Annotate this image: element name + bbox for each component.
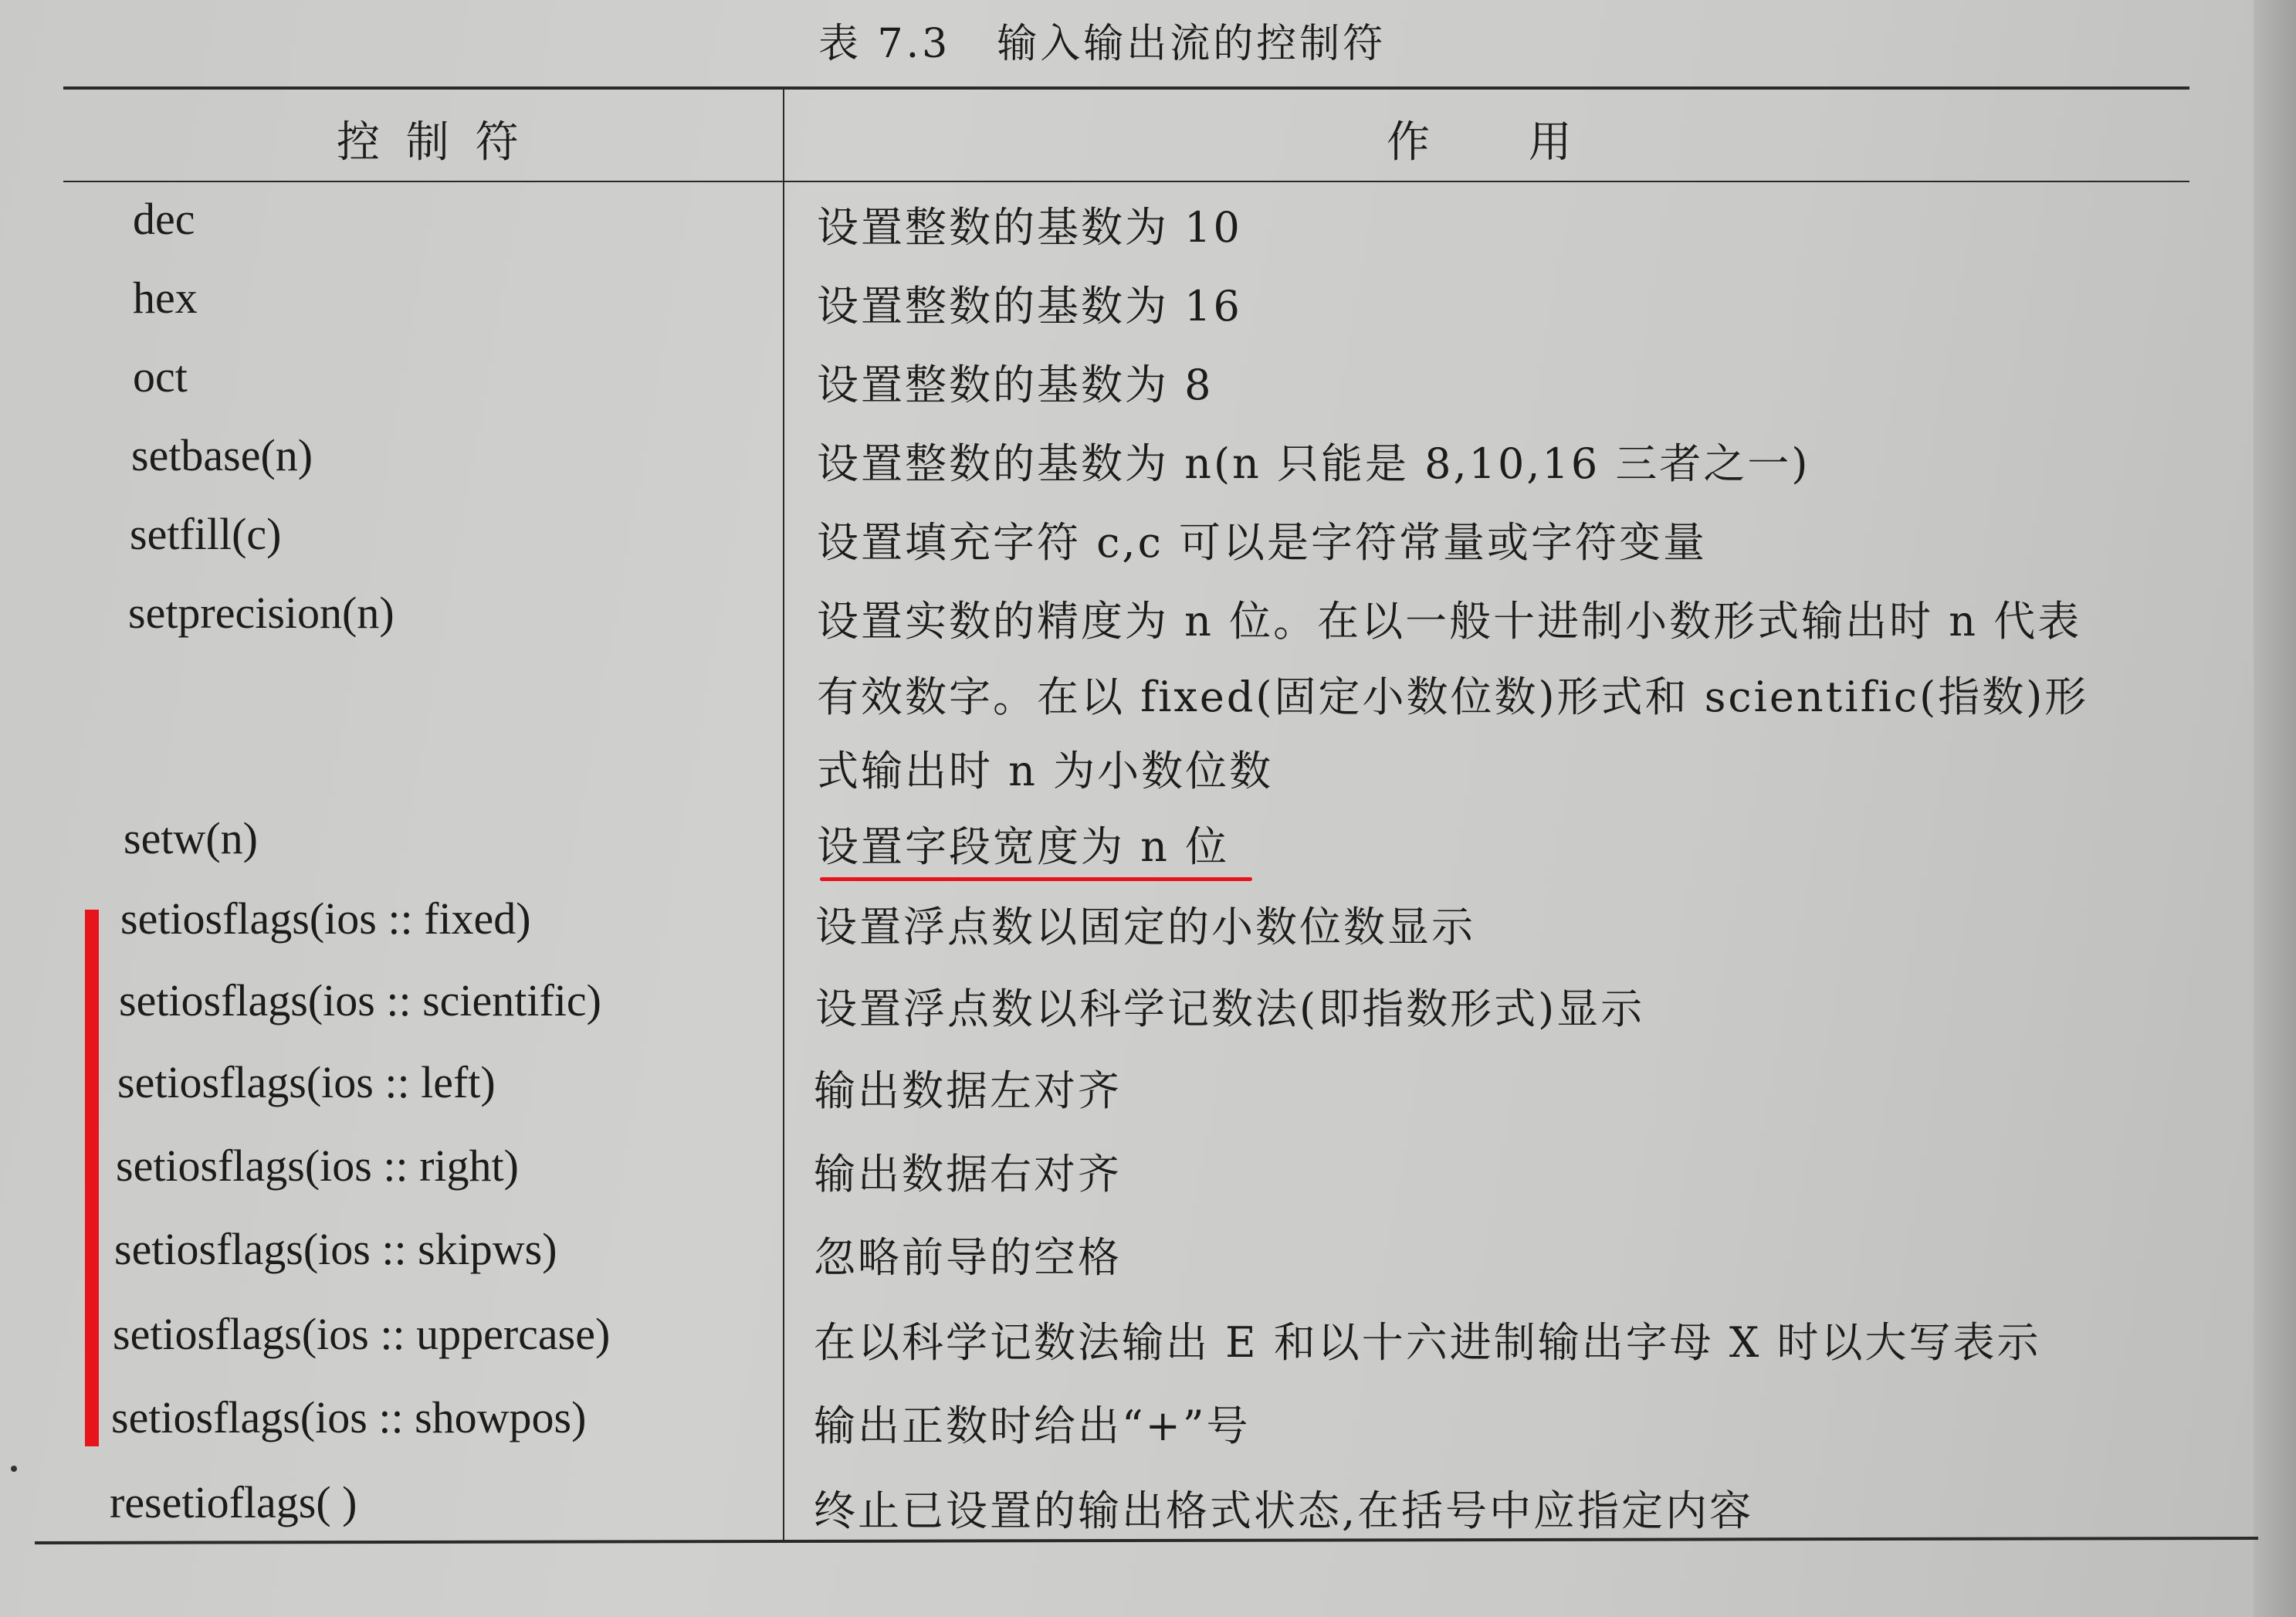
code-setiosflags-uppercase: setiosflags(ios :: uppercase) [113, 1309, 611, 1359]
desc-setiosflags-showpos: 输出正数时给出“+”号 [814, 1402, 1251, 1450]
header-function: 作 用 [1387, 117, 1572, 168]
top-rule [63, 86, 2189, 90]
code-setiosflags-right: setiosflags(ios :: right) [116, 1141, 519, 1191]
desc-dec: 设置整数的基数为 10 [817, 203, 1242, 252]
code-resetioflags: resetioflags( ) [110, 1477, 357, 1527]
header-control-symbol: 控 制 符 [337, 117, 525, 168]
header-rule [63, 181, 2189, 182]
code-setfill: setfill(c) [130, 509, 282, 559]
desc-setprecision-line1: 设置实数的精度为 n 位。在以一般十进制小数形式输出时 n 代表 [817, 597, 2082, 646]
code-oct: oct [133, 351, 188, 402]
code-hex: hex [133, 273, 198, 323]
page-edge [2254, 0, 2296, 1617]
code-setw: setw(n) [124, 813, 258, 863]
code-setiosflags-skipws: setiosflags(ios :: skipws) [114, 1224, 557, 1274]
table-number: 表 7.3 [818, 21, 951, 67]
bottom-rule [35, 1537, 2258, 1544]
desc-setbase: 设置整数的基数为 n(n 只能是 8,10,16 三者之一) [817, 439, 1810, 488]
table-title [818, 11, 1386, 69]
desc-setiosflags-right: 输出数据右对齐 [814, 1150, 1122, 1198]
desc-resetioflags: 终止已设置的输出格式状态,在括号中应指定内容 [814, 1486, 1754, 1535]
column-divider [783, 88, 784, 1543]
code-setbase: setbase(n) [131, 430, 313, 480]
desc-setiosflags-uppercase: 在以科学记数法输出 E 和以十六进制输出字母 X 时以大写表示 [814, 1318, 2041, 1367]
code-dec: dec [133, 194, 195, 244]
code-setiosflags-showpos: setiosflags(ios :: showpos) [111, 1392, 587, 1442]
red-underline-marker [820, 877, 1252, 881]
ink-dot [11, 1466, 17, 1472]
desc-setiosflags-skipws: 忽略前导的空格 [814, 1233, 1122, 1282]
table-caption: 输入输出流的控制符 [997, 21, 1387, 67]
desc-setfill: 设置填充字符 c,c 可以是字符常量或字符变量 [817, 518, 1707, 567]
code-setprecision: setprecision(n) [128, 588, 395, 638]
code-setiosflags-scientific: setiosflags(ios :: scientific) [119, 975, 601, 1025]
desc-setprecision-line2: 有效数字。在以 fixed(固定小数位数)形式和 scientific(指数)形 [817, 673, 2089, 721]
desc-setw: 设置字段宽度为 n 位 [817, 822, 1230, 871]
desc-setiosflags-fixed: 设置浮点数以固定的小数位数显示 [815, 903, 1475, 951]
desc-setiosflags-scientific: 设置浮点数以科学记数法(即指数形式)显示 [815, 985, 1645, 1033]
code-setiosflags-fixed: setiosflags(ios :: fixed) [120, 893, 531, 944]
code-setiosflags-left: setiosflags(ios :: left) [117, 1057, 496, 1107]
desc-hex: 设置整数的基数为 16 [817, 282, 1242, 331]
desc-oct: 设置整数的基数为 8 [817, 361, 1214, 409]
desc-setprecision-line3: 式输出时 n 为小数位数 [817, 747, 1274, 795]
red-margin-marker [85, 910, 99, 1446]
desc-setiosflags-left: 输出数据左对齐 [814, 1066, 1122, 1115]
